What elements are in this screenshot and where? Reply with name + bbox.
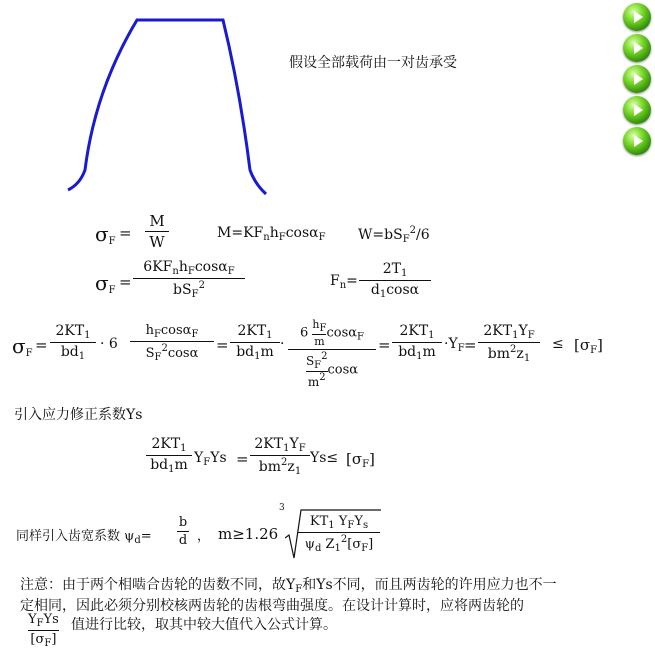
equation-2 [95, 259, 455, 307]
equals-sign: = [35, 336, 48, 354]
fn-lhs: $F_n=$ [330, 273, 358, 291]
w-definition: $W=bS_F^2/6$ [358, 225, 430, 245]
arrow-right-icon [623, 65, 651, 93]
gear-tooth-diagram [60, 10, 270, 200]
fraction-1: $2KT_1$ $bd_1$ [50, 323, 96, 362]
width-coefficient-intro: 同样引入齿宽系数 $\psi_d=$ [16, 529, 152, 546]
equals-sign: = [236, 450, 249, 468]
fraction-3: $2KT_1$ $bd_1m$ [230, 323, 280, 362]
equation-4 [146, 436, 406, 486]
fraction-6: $2KT_1Y_F$ $bm^2z_1$ [478, 323, 540, 364]
arrow-right-icon [623, 96, 651, 124]
note-fraction: $Y_FYs$ $[\sigma_F]$ [28, 612, 59, 649]
equation-3 [12, 318, 622, 390]
ys-less-equal: Ys≤ [310, 450, 339, 466]
tooth-profile-line [68, 20, 266, 194]
fraction-5: $2KT_1$ $bd_1m$ [392, 323, 442, 362]
m-definition: $M=KF_nh_F\cos\alpha_F$ [217, 225, 326, 243]
root-index: 3 [279, 503, 285, 513]
yf-factor: $\cdot Y_F$ [444, 336, 465, 354]
equation-1 [95, 212, 455, 260]
fraction-2: $2KT_1Y_F$ $bm^2z_1$ [250, 436, 310, 477]
times-dot: · [280, 336, 285, 352]
sigma-lhs: $\sigma_F$ [95, 222, 116, 247]
arrow-right-icon [623, 3, 651, 31]
fraction-stress: $6KF_nh_F\cos\alpha_F$ $bS_F^2$ [133, 259, 245, 300]
arrow-right-icon [623, 127, 651, 155]
note-line-1: 注意：由于两个相啮合齿轮的齿数不同，故$Y_F$和Ys不同，而且两齿轮的许用应力也不一 [20, 577, 557, 595]
fraction-fn: $2T_1$ $d_1\cos\alpha$ [359, 261, 431, 300]
times-six: · 6 [100, 336, 118, 352]
module-inequality: m≥1.26 [218, 525, 279, 543]
note-paragraph [20, 577, 630, 615]
nav-button-4[interactable] [623, 96, 651, 124]
equals-sign: = [464, 336, 477, 354]
note-line-2: 定相同，因此必须分别校核两齿轮的齿根弯曲强度。在设计计算时，应将两齿轮的 [20, 598, 524, 614]
equals-sign: = [378, 336, 391, 354]
nav-button-1[interactable] [623, 3, 651, 31]
allowable-stress: $[\sigma_F]$ [346, 450, 375, 470]
nav-button-5[interactable] [623, 127, 651, 155]
fraction-2: $h_F\cos\alpha_F$ $S_F^2\cos\alpha$ [130, 323, 214, 363]
sigma-lhs: $\sigma_F$ [95, 271, 116, 296]
nav-button-2[interactable] [623, 34, 651, 62]
root-fraction: $KT_1$ $Y_FY_s$ $\psi_d$ $Z_1^2[\sigma_F]$ [298, 514, 380, 554]
allowable-stress: $[\sigma_F]$ [574, 336, 603, 356]
fraction-m-over-w: M W [145, 212, 169, 251]
ys-intro-text: 引入应力修正系数Ys [14, 407, 143, 423]
less-equal-sign: ≤ [552, 336, 564, 352]
fraction-4: 6 $\frac{hF}{m}$ cosα$_F$ $\frac{S_F^2}{m^2}$ cosα [288, 318, 376, 389]
comma: ， [197, 529, 211, 544]
yf-ys-factor: $Y_FYs$ [194, 450, 227, 468]
equals-sign: = [216, 336, 229, 354]
arrow-right-icon [623, 34, 651, 62]
nav-button-3[interactable] [623, 65, 651, 93]
fraction-b-over-d: b d [178, 515, 188, 548]
note-line-3: 值进行比较，取其中较大值代入公式计算。 [71, 617, 337, 633]
sigma-lhs: $\sigma_F$ [12, 334, 33, 359]
heading-text: 假设全部载荷由一对齿承受 [289, 55, 457, 71]
equals-sign: = [119, 224, 132, 242]
equals-sign: = [119, 273, 132, 291]
fraction-1: $2KT_1$ $bd_1m$ [146, 436, 192, 475]
